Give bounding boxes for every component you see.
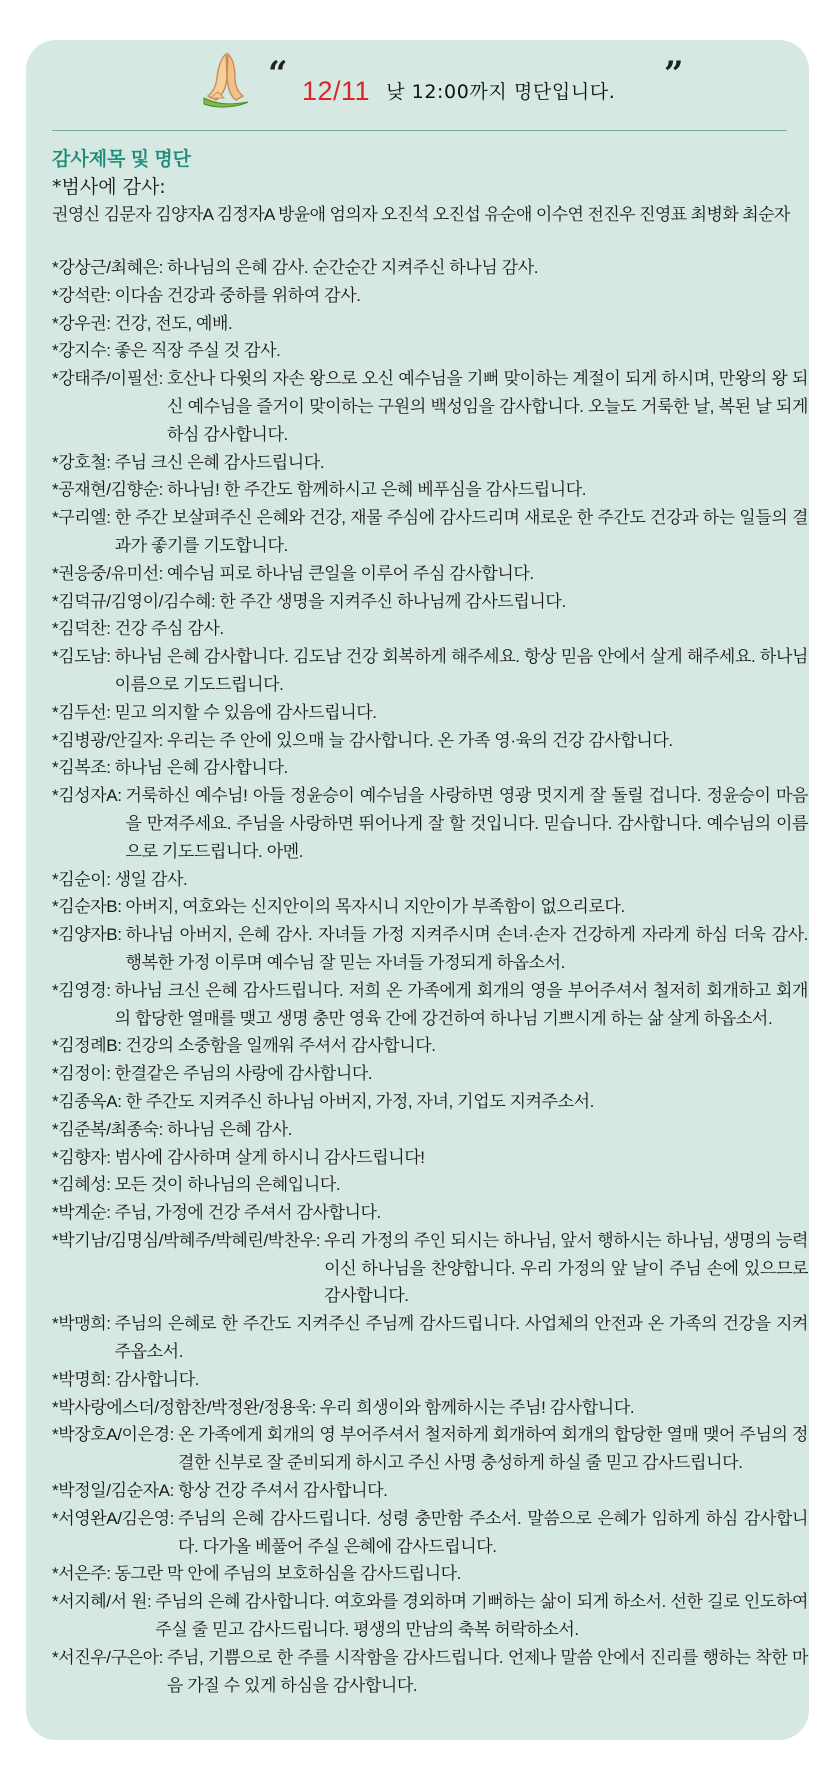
entry-text: 감사합니다. [114, 1369, 200, 1389]
list-item [52, 588, 812, 616]
praying-hands-icon [196, 48, 258, 110]
entry-label: *김덕규/김영이/김수혜: [52, 591, 216, 611]
entry-label: *서은주: [52, 1564, 111, 1584]
entry-text: 한 주간도 지켜주신 하나님 아버지, 가정, 자녀, 기업도 지켜주소서. [125, 1091, 594, 1111]
entries-list [52, 254, 812, 1699]
entry-label: *박장호A/이은경: [52, 1425, 174, 1445]
entry-label: *김복조: [52, 758, 111, 778]
entry-text: 좋은 직장 주실 것 감사. [114, 341, 281, 361]
entry-label: *강상근/최혜은: [52, 258, 163, 277]
name-list: 권영신 김문자 김양자A 김정자A 방윤애 엄의자 오진석 오진섭 유순애 이수연 전진우 진영표 최병화 최순자 [52, 205, 790, 224]
bulletin-card [26, 40, 809, 1740]
list-item [52, 254, 812, 282]
list-item [52, 1060, 812, 1088]
deadline-text: 낮 12:00까지 명단입니다. [386, 81, 616, 103]
open-quote: “ [268, 54, 288, 94]
entry-text: 예수님 피로 하나님 큰일을 이루어 주심 감사합니다. [167, 563, 534, 583]
entry-label: *서지혜/서 원: [52, 1592, 152, 1612]
entry-text: 항상 건강 주셔서 감사합니다. [177, 1481, 388, 1501]
list-item [52, 1366, 812, 1394]
entry-text: 한결같은 주님의 사랑에 감사합니다. [114, 1064, 373, 1084]
list-item [52, 1644, 812, 1700]
entry-label: *김영경: [52, 980, 111, 1000]
entry-label: *박맹희: [52, 1314, 111, 1334]
entry-text: 하나님 은혜 감사합니다. [114, 758, 288, 778]
list-item [52, 1227, 812, 1310]
content [52, 146, 812, 1699]
entry-text: 생일 감사. [114, 869, 188, 889]
entry-label: *김준복/최종숙: [52, 1119, 163, 1139]
list-item [52, 1088, 812, 1116]
entry-label: *강태주/이필선: [52, 369, 163, 389]
list-item [52, 1421, 812, 1477]
entry-label: *강지수: [52, 341, 111, 361]
entry-text: 우리 희생이와 함께하시는 주님! 감사합니다. [319, 1397, 635, 1417]
entry-label: *김성자A: [52, 786, 122, 806]
entry-label: *구리엘: [52, 508, 111, 528]
entry-label: *강호철: [52, 452, 111, 472]
list-item [52, 560, 812, 588]
entry-label: *박기남/김명심/박혜주/박혜린/박찬우: [52, 1230, 321, 1250]
list-item [52, 1116, 812, 1144]
section-subtitle: *범사에 감사: [52, 176, 166, 198]
entry-text: 하나님의 은혜 감사. 순간순간 지켜주신 하나님 감사. [167, 258, 539, 277]
entry-text: 하나님 은혜 감사. [167, 1119, 293, 1139]
entry-label: *공재현/김향순: [52, 480, 163, 500]
list-item [52, 1588, 812, 1644]
list-item [52, 893, 812, 921]
list-item [52, 727, 812, 755]
list-item [52, 615, 812, 643]
list-item [52, 337, 812, 365]
entry-label: *김병광/안길자: [52, 730, 163, 750]
entry-text: 건강 주심 감사. [114, 619, 224, 639]
entry-label: *김혜성: [52, 1175, 111, 1195]
entry-text: 하나님 은혜 감사합니다. 김도남 건강 회복하게 해주세요. 항상 믿음 안에서 살게 해주세요. 하나님 이름으로 기도드립니다. [114, 647, 808, 694]
entry-label: *김덕찬: [52, 619, 111, 639]
entry-label: *김정례B: [52, 1036, 122, 1056]
entry-text: 아버지, 여호와는 신지안이의 목자시니 지안이가 부족함이 없으리로다. [125, 897, 625, 917]
list-item [52, 504, 812, 560]
entry-label: *박사랑에스더/정함찬/박정완/정용욱: [52, 1397, 316, 1417]
entry-label: *김순이: [52, 869, 111, 889]
entry-text: 온 가족에게 회개의 영 부어주셔서 철저하게 회개하여 회개의 합당한 열매 맺어 주님의 정결한 신부로 잘 준비되게 하시고 주신 사명 충성하게 하실 줄 믿고 감사드립니다. [177, 1425, 808, 1473]
list-item [52, 1505, 812, 1561]
divider [52, 130, 787, 131]
entry-text: 거룩하신 예수님! 아들 정윤승이 예수님을 사랑하면 영광 멋지게 잘 돌릴 겁니다. 정윤승이 마음을 만져주세요. 주님을 사랑하면 뛰어나게 잘 할 것입니다. 믿습니다. 감사합니다. 예수님의 이름으로 기도드립니다. 아멘. [125, 786, 808, 861]
entry-label: *김두선: [52, 702, 111, 722]
entry-label: *서영완A/김은영: [52, 1508, 174, 1528]
entry-text: 건강의 소중함을 일깨워 주셔서 감사합니다. [125, 1036, 436, 1056]
entry-text: 주님의 은혜 감사합니다. 여호와를 경외하며 기뻐하는 삶이 되게 하소서. 선한 길로 인도하여 주실 줄 믿고 감사드립니다. 평생의 만남의 축복 허락하소서. [155, 1592, 808, 1640]
list-item [52, 754, 812, 782]
entry-text: 건강, 전도, 예배. [114, 313, 233, 333]
list-item [52, 643, 812, 699]
entry-label: *김정이: [52, 1064, 111, 1084]
list-item [52, 977, 812, 1033]
entry-label: *김순자B: [52, 897, 122, 917]
entry-text: 우리는 주 안에 있으매 늘 감사합니다. 온 가족 영·육의 건강 감사합니다. [167, 730, 673, 750]
entry-text: 범사에 감사하며 살게 하시니 감사드립니다! [114, 1147, 425, 1167]
entry-label: *권응중/유미선: [52, 563, 163, 583]
entry-text: 믿고 의지할 수 있음에 감사드립니다. [114, 702, 377, 722]
entry-text: 하나님 크신 은혜 감사드립니다. 저희 온 가족에게 회개의 영을 부어주셔서 철저히 회개하고 회개의 합당한 열매를 맺고 생명 충만 영육 간에 강건하여 하나님 기쁘시게 하는 삶 살게 하옵소서. [114, 980, 808, 1028]
deadline-date: 12/11 [302, 76, 371, 106]
close-quote: ” [664, 54, 684, 94]
entry-text: 모든 것이 하나님의 은혜입니다. [114, 1175, 341, 1195]
section-title: 감사제목 및 명단 [52, 149, 192, 170]
list-item [52, 782, 812, 865]
entry-label: *박정일/김순자A: [52, 1481, 174, 1501]
list-item [52, 449, 812, 477]
header [26, 40, 809, 135]
entry-label: *김도남: [52, 647, 111, 667]
entry-label: *박명희: [52, 1369, 111, 1389]
entry-text: 우리 가정의 주인 되시는 하나님, 앞서 행하시는 하나님, 생명의 능력이신 하나님을 찬양합니다. 우리 가정의 앞 날이 주님 손에 있으므로 감사합니다. [324, 1230, 808, 1306]
entry-text: 주님 크신 은혜 감사드립니다. [114, 452, 325, 472]
entry-text: 주님, 가정에 건강 주셔서 감사합니다. [114, 1203, 381, 1223]
list-item [52, 866, 812, 894]
list-item [52, 1171, 812, 1199]
list-item [52, 1477, 812, 1505]
entry-text: 주님의 은혜 감사드립니다. 성령 충만함 주소서. 말씀으로 은혜가 임하게 하심 감사합니다. 다가올 베풀어 주실 은혜에 감사드립니다. [177, 1508, 808, 1556]
entry-text: 한 주간 생명을 지켜주신 하나님께 감사드립니다. [219, 591, 566, 611]
list-item [52, 1199, 812, 1227]
entry-label: *강석란: [52, 285, 111, 305]
list-item [52, 1144, 812, 1172]
entry-label: *김양자B: [52, 925, 122, 945]
entry-text: 주님, 기쁨으로 한 주를 시작함을 감사드립니다. 언제나 말씀 안에서 진리를 행하는 착한 마음 가질 수 있게 하심을 감사합니다. [167, 1647, 808, 1695]
list-item [52, 1310, 812, 1366]
entry-text: 주님의 은혜로 한 주간도 지켜주신 주님께 감사드립니다. 사업체의 안전과 온 가족의 건강을 지켜주옵소서. [114, 1314, 808, 1362]
list-item [52, 1394, 812, 1422]
entry-label: *서진우/구은아: [52, 1647, 163, 1667]
entry-text: 한 주간 보살펴주신 은혜와 건강, 재물 주심에 감사드리며 새로운 한 주간도 건강과 하는 일들의 결과가 좋기를 기도합니다. [114, 508, 808, 555]
list-item [52, 476, 812, 504]
entry-text: 하나님 아버지, 은혜 감사. 자녀들 가정 지켜주시며 손녀·손자 건강하게 자라게 하심 더욱 감사. 행복한 가정 이루며 예수님 잘 믿는 자녀들 가정되게 하옵소서. [125, 925, 808, 972]
list-item [52, 1560, 812, 1588]
entry-text: 이다솜 건강과 중하를 위하여 감사. [114, 285, 361, 305]
entry-label: *박계순: [52, 1203, 111, 1223]
list-item [52, 310, 812, 338]
list-item [52, 699, 812, 727]
entry-text: 호산나 다윗의 자손 왕으로 오신 예수님을 기뻐 맞이하는 계절이 되게 하시며, 만왕의 왕 되신 예수님을 즐거이 맞이하는 구원의 백성임을 감사합니다. 오늘도 거룩한 날, 복된 날 되게 하심 감사합니다. [167, 369, 808, 444]
list-item [52, 282, 812, 310]
list-item [52, 921, 812, 977]
entry-text: 하나님! 한 주간도 함께하시고 은혜 베푸심을 감사드립니다. [167, 480, 587, 500]
entry-label: *강우권: [52, 313, 111, 333]
entry-text: 동그란 막 안에 주님의 보호하심을 감사드립니다. [114, 1564, 461, 1584]
deadline-notice [302, 76, 615, 107]
entry-label: *김종옥A: [52, 1091, 122, 1111]
list-item [52, 1032, 812, 1060]
entry-label: *김향자: [52, 1147, 111, 1167]
list-item [52, 365, 812, 448]
